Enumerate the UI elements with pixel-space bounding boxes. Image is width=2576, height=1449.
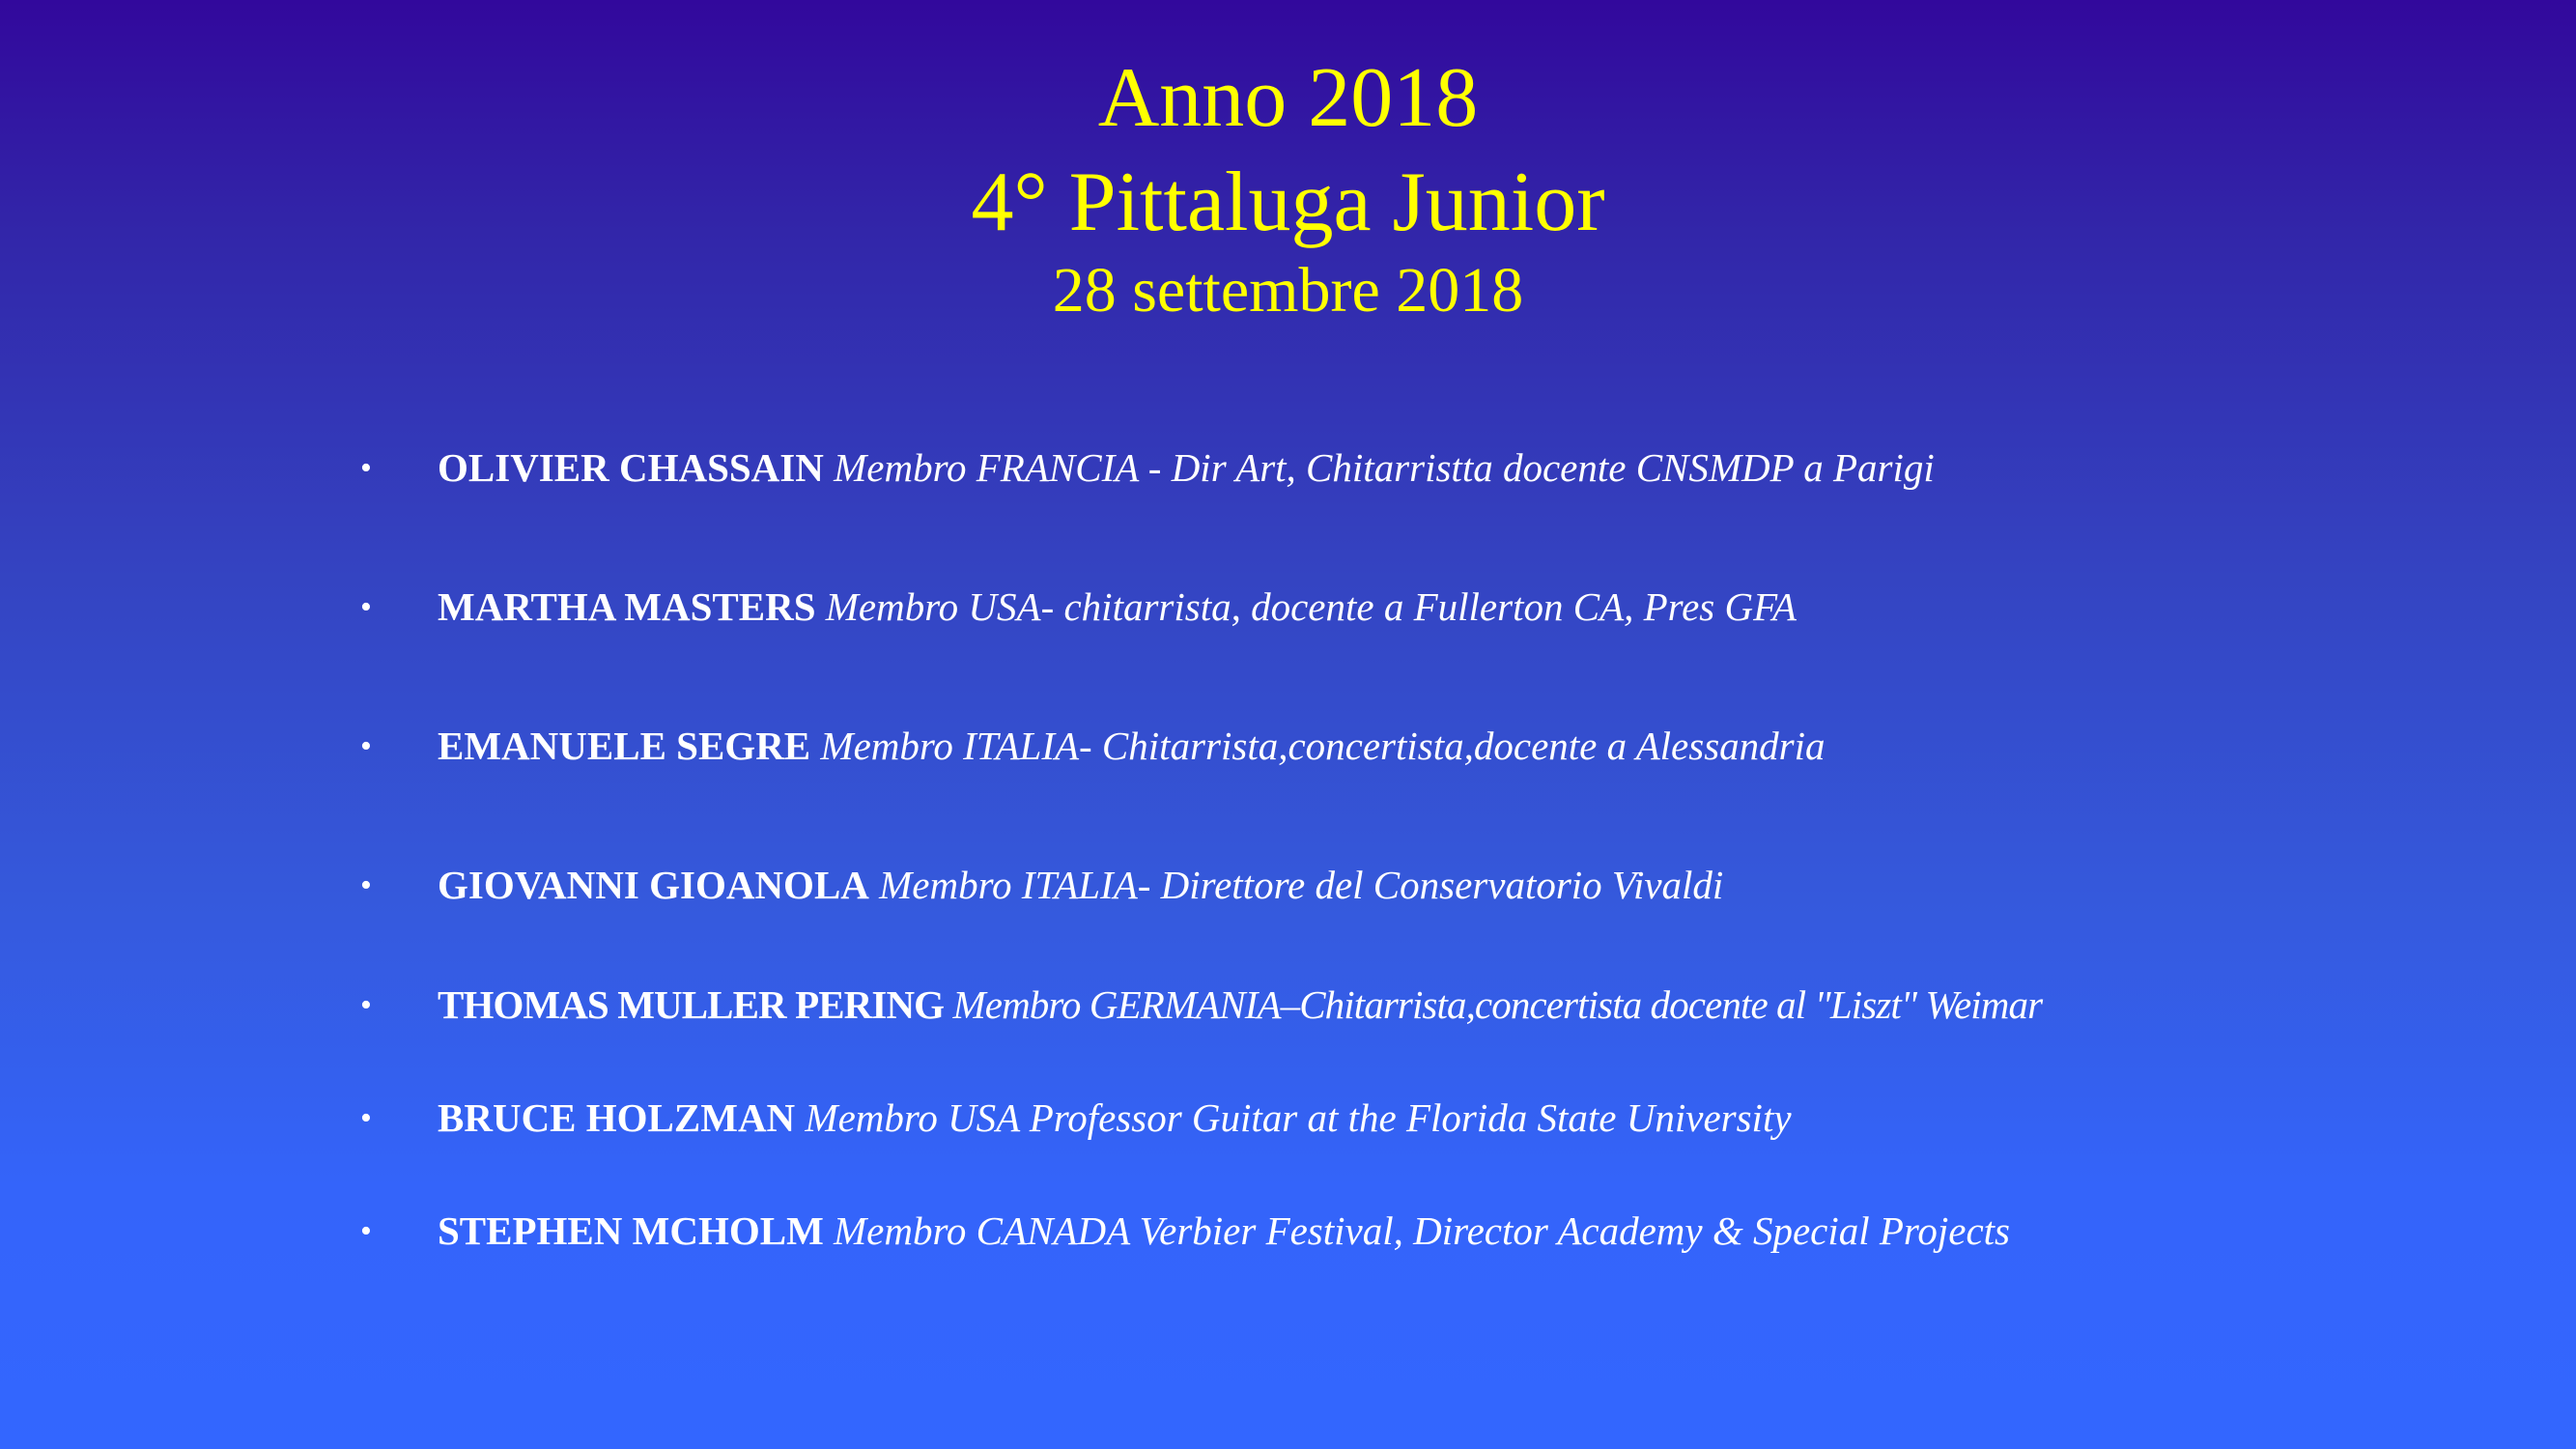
member-role: Membro CANADA Verbier Festival, Director Academy & Special Projects: [834, 1208, 2010, 1253]
member-name: EMANUELE SEGRE: [438, 724, 811, 768]
member-name: STEPHEN MCHOLM: [438, 1208, 824, 1253]
member-name: BRUCE HOLZMAN: [438, 1095, 796, 1140]
list-item: [0, 1089, 2576, 1147]
list-item: [0, 439, 2576, 497]
title-year: Anno 2018: [1097, 51, 1479, 145]
bullet-icon: •: [360, 728, 372, 764]
list-item: [0, 856, 2576, 914]
title-date: 28 settembre 2018: [1052, 255, 1524, 326]
member-role: Membro FRANCIA - Dir Art, Chitarristta docente CNSMDP a Parigi: [834, 445, 1935, 490]
bullet-icon: •: [360, 987, 372, 1023]
member-name: MARTHA MASTERS: [438, 584, 816, 629]
bullet-icon: •: [360, 1213, 372, 1249]
member-name: GIOVANNI GIOANOLA: [438, 863, 869, 907]
bullet-icon: •: [360, 1100, 372, 1136]
list-item: [0, 1202, 2576, 1260]
list-item: [0, 717, 2576, 775]
member-role: Membro USA- chitarrista, docente a Fullerton CA, Pres GFA: [825, 584, 1797, 629]
list-item: [0, 578, 2576, 636]
member-name: THOMAS MULLER PERING: [438, 982, 945, 1027]
bullet-icon: •: [360, 589, 372, 625]
bullet-icon: •: [360, 450, 372, 486]
member-role: Membro ITALIA- Chitarrista,concertista,docente a Alessandria: [820, 724, 1826, 768]
member-role: Membro USA Professor Guitar at the Florida State University: [805, 1095, 1792, 1140]
member-role: Membro ITALIA- Direttore del Conservatorio Vivaldi: [879, 863, 1724, 907]
member-role: Membro GERMANIA–Chitarrista,concertista docente al "Liszt" Weimar: [952, 982, 2043, 1027]
member-name: OLIVIER CHASSAIN: [438, 445, 824, 490]
title-event: 4° Pittaluga Junior: [971, 156, 1605, 249]
list-item: [0, 976, 2576, 1034]
bullet-icon: •: [360, 867, 372, 903]
